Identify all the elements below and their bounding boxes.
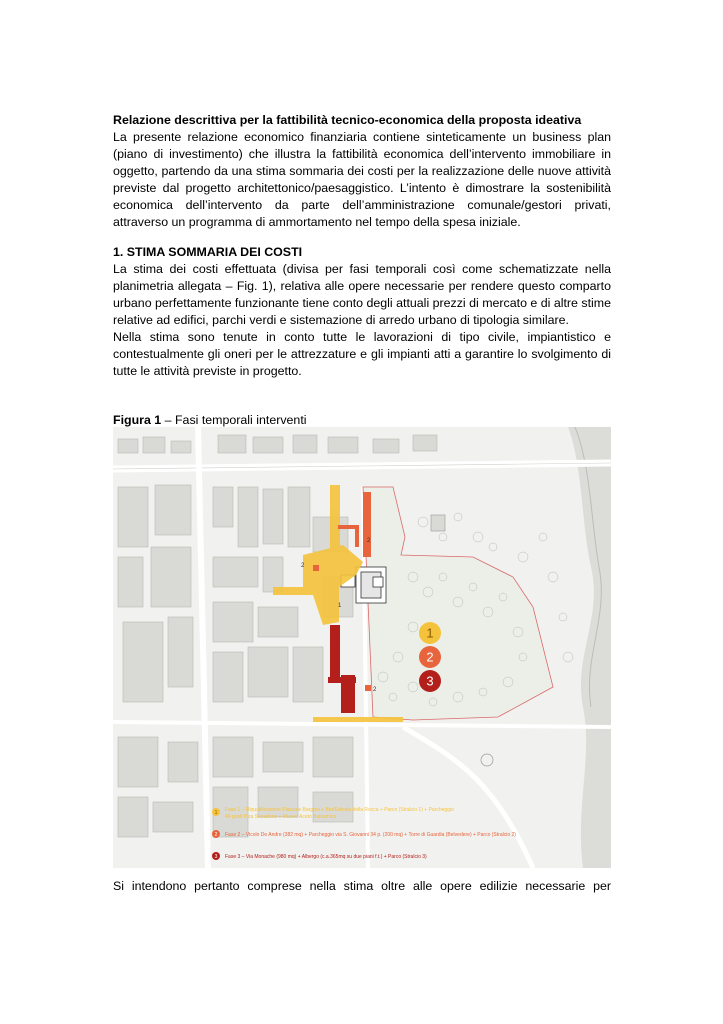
figure-label: Figura 1 bbox=[113, 413, 162, 427]
section-1-paragraph-1: La stima dei costi effettuata (divisa per fasi temporali così come schematizzate nella planimetria allegata – Fig. 1), relativa alle opere necessarie per rendere questo comparto urbano perfettamente funzionante tiene conto degli attuali prezzi di mercato e di altre stime relative ad edifici, parchi verdi e sistemazione di arredo urbano di tipologia similare. bbox=[113, 262, 611, 327]
section-1-paragraph-2: Nella stima sono tenute in conto tutte le lavorazioni di tipo civile, impiantistico e contestualmente gli oneri per le attrezzature e gli impianti atti a garantire lo svolgimento di tutte le attività previste in progetto. bbox=[113, 330, 611, 378]
legend-phase-1-text-2: 40 posti P.za Secadone + Museo Aceto Balsamico bbox=[225, 814, 337, 820]
svg-text:2: 2 bbox=[301, 563, 305, 569]
phase-3-marker-label: 3 bbox=[426, 673, 434, 689]
continuation-paragraph: Si intendono pertanto comprese nella stima oltre alle opere edilizie necessarie per bbox=[113, 879, 611, 893]
svg-text:2: 2 bbox=[367, 538, 371, 544]
intro-paragraph: La presente relazione economico finanziaria contiene sinteticamente un business plan (piano di investimento) che illustra la fattibilità economica dell’intervento immobiliare in oggetto, partendo da una stima sommaria dei costi per la realizzazione delle nuove attività previste dal progetto architettonico/paesaggistico. L’intento è dimostrare la sostenibilità economica dell’intervento da parte dell’amministrazione comunale/gestori privati, attraverso un programma di ammortamento nel tempo della spesa iniziale. bbox=[113, 130, 611, 229]
figure-title: – Fasi temporali interventi bbox=[161, 413, 307, 427]
document-title: Relazione descrittiva per la fattibilità tecnico-economica della proposta ideativa bbox=[113, 113, 582, 127]
legend-phase-3-text: Fase 3 – Via Monache (980 mq) + Albergo (c.a.365mq su due piani f.t.) + Parco (Stralcio 3) bbox=[225, 853, 427, 860]
legend-phase-1-number: 1 bbox=[214, 809, 218, 816]
legend-phase-1-text: Fase 1 – Riqualificazione Piazzale Bargoni + Bar/Edicola della Rocca + Parco (Stralcio 1) + Parcheggio bbox=[225, 807, 454, 813]
legend-phase-3-number: 3 bbox=[214, 853, 218, 860]
svg-text:1: 1 bbox=[338, 603, 342, 609]
phase-1-marker-label: 1 bbox=[426, 625, 434, 641]
document-body bbox=[113, 112, 611, 380]
section-1-heading: 1. STIMA SOMMARIA DEI COSTI bbox=[113, 245, 303, 259]
legend-phase-2-number: 2 bbox=[214, 831, 218, 838]
phase-2-marker-label: 2 bbox=[426, 649, 434, 665]
site-plan-map bbox=[113, 427, 611, 868]
svg-text:2: 2 bbox=[373, 687, 377, 693]
legend-phase-2-text: Fase 2 – Vicolo De Andre (382 mq) + Parcheggio via S. Giovanni 34 p. (200 mq) + Torre di Guardia (Belvedere) + Parco (Stralcio 2) bbox=[225, 831, 516, 838]
